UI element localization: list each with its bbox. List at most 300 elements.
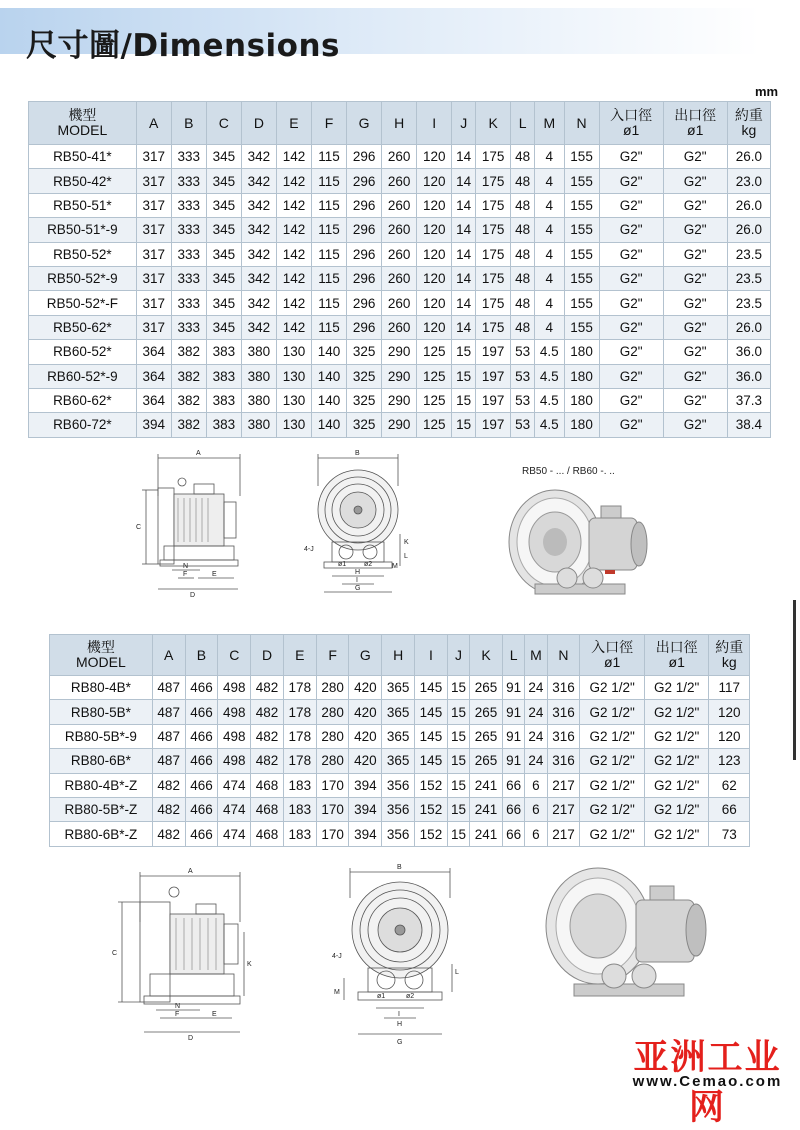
value-cell: 380	[241, 413, 276, 437]
value-cell: G2 1/2"	[644, 749, 709, 773]
column-header: B	[185, 635, 218, 676]
value-cell: 140	[312, 413, 347, 437]
value-cell: 260	[382, 315, 417, 339]
value-cell: 120	[417, 266, 452, 290]
dim-label-g: G	[397, 1039, 403, 1046]
page-edge-mark	[793, 600, 796, 760]
value-cell: 482	[251, 676, 284, 700]
column-header: M	[525, 635, 547, 676]
value-cell: 115	[312, 266, 347, 290]
value-cell: 53	[511, 364, 535, 388]
value-cell: 364	[136, 364, 171, 388]
value-cell: G2"	[663, 145, 727, 169]
value-cell: 6	[525, 822, 547, 846]
table-row	[29, 388, 771, 412]
model-cell: RB80-5B*-Z	[50, 797, 153, 821]
column-header: J	[452, 102, 476, 145]
value-cell: 333	[171, 266, 206, 290]
value-cell: 115	[312, 193, 347, 217]
value-cell: 296	[347, 291, 382, 315]
model-cell: RB60-52*-9	[29, 364, 137, 388]
value-cell: 130	[276, 340, 311, 364]
value-cell: 466	[185, 773, 218, 797]
value-cell: 91	[502, 724, 524, 748]
dim-label-g: G	[355, 585, 361, 592]
value-cell: 498	[218, 749, 251, 773]
value-cell: 36.0	[727, 364, 770, 388]
value-cell: 333	[171, 315, 206, 339]
value-cell: 217	[547, 797, 580, 821]
value-cell: 125	[417, 413, 452, 437]
value-cell: 217	[547, 773, 580, 797]
value-cell: 265	[470, 724, 503, 748]
value-cell: 120	[417, 242, 452, 266]
value-cell: 482	[251, 749, 284, 773]
value-cell: 317	[136, 169, 171, 193]
value-cell: 333	[171, 291, 206, 315]
value-cell: 14	[452, 145, 476, 169]
value-cell: 333	[171, 242, 206, 266]
value-cell: 14	[452, 218, 476, 242]
column-header: B	[171, 102, 206, 145]
value-cell: 115	[312, 169, 347, 193]
value-cell: 420	[349, 700, 382, 724]
value-cell: G2 1/2"	[644, 797, 709, 821]
dim-label-f: F	[175, 1011, 180, 1018]
value-cell: 23.5	[727, 242, 770, 266]
value-cell: 260	[382, 169, 417, 193]
rb80-front-view-drawing	[330, 858, 470, 1048]
value-cell: 474	[218, 822, 251, 846]
value-cell: 498	[218, 724, 251, 748]
value-cell: 155	[564, 145, 599, 169]
value-cell: 180	[564, 340, 599, 364]
value-cell: 23.0	[727, 169, 770, 193]
value-cell: G2 1/2"	[580, 822, 645, 846]
column-header: G	[347, 102, 382, 145]
value-cell: 142	[276, 242, 311, 266]
value-cell: 175	[476, 145, 511, 169]
value-cell: 382	[171, 340, 206, 364]
dim-label-m: M	[392, 563, 398, 570]
table-header-row	[29, 102, 771, 145]
value-cell: 342	[241, 291, 276, 315]
dim-label-m: M	[334, 989, 340, 996]
value-cell: 474	[218, 773, 251, 797]
value-cell: 468	[251, 797, 284, 821]
model-cell: RB80-4B*	[50, 676, 153, 700]
column-header: H	[382, 102, 417, 145]
value-cell: G2"	[599, 291, 663, 315]
value-cell: 498	[218, 676, 251, 700]
value-cell: 142	[276, 266, 311, 290]
value-cell: 48	[511, 266, 535, 290]
value-cell: 345	[206, 145, 241, 169]
value-cell: 317	[136, 218, 171, 242]
value-cell: 155	[564, 291, 599, 315]
value-cell: 280	[316, 724, 349, 748]
value-cell: 175	[476, 315, 511, 339]
value-cell: 364	[136, 340, 171, 364]
value-cell: 180	[564, 388, 599, 412]
value-cell: 142	[276, 145, 311, 169]
rb80-side-view-drawing	[100, 862, 260, 1042]
value-cell: 178	[283, 749, 316, 773]
value-cell: G2"	[599, 266, 663, 290]
value-cell: 4	[535, 145, 564, 169]
value-cell: 180	[564, 413, 599, 437]
value-cell: 4	[535, 291, 564, 315]
dim-label-4j: 4-J	[304, 546, 314, 553]
value-cell: 197	[476, 388, 511, 412]
value-cell: 365	[382, 700, 415, 724]
value-cell: 468	[251, 822, 284, 846]
column-header: C	[206, 102, 241, 145]
dim-label-f: F	[183, 571, 188, 578]
value-cell: 482	[251, 724, 284, 748]
value-cell: 15	[452, 413, 476, 437]
value-cell: 317	[136, 315, 171, 339]
table-row	[29, 315, 771, 339]
value-cell: 155	[564, 193, 599, 217]
value-cell: G2"	[663, 388, 727, 412]
value-cell: 170	[316, 822, 349, 846]
dim-label-k: K	[247, 961, 252, 968]
value-cell: 290	[382, 364, 417, 388]
value-cell: 260	[382, 145, 417, 169]
column-header: 入口徑 ø1	[599, 102, 663, 145]
value-cell: 4	[535, 242, 564, 266]
column-header: K	[476, 102, 511, 145]
value-cell: 333	[171, 193, 206, 217]
value-cell: 140	[312, 340, 347, 364]
value-cell: 24	[525, 676, 547, 700]
column-header: G	[349, 635, 382, 676]
column-header: A	[152, 635, 185, 676]
value-cell: 4	[535, 169, 564, 193]
table-row	[50, 822, 750, 846]
value-cell: 140	[312, 388, 347, 412]
value-cell: 317	[136, 193, 171, 217]
value-cell: G2 1/2"	[644, 773, 709, 797]
column-header: 約重 kg	[727, 102, 770, 145]
value-cell: 342	[241, 193, 276, 217]
value-cell: G2"	[663, 413, 727, 437]
column-header: H	[382, 635, 415, 676]
value-cell: 123	[709, 749, 750, 773]
value-cell: 66	[709, 797, 750, 821]
model-cell: RB50-52*-F	[29, 291, 137, 315]
value-cell: 26.0	[727, 218, 770, 242]
column-header: J	[447, 635, 469, 676]
value-cell: 178	[283, 676, 316, 700]
value-cell: 183	[283, 773, 316, 797]
value-cell: 15	[447, 822, 469, 846]
value-cell: 48	[511, 242, 535, 266]
table-row	[29, 413, 771, 437]
model-cell: RB50-42*	[29, 169, 137, 193]
value-cell: 142	[276, 218, 311, 242]
value-cell: 175	[476, 266, 511, 290]
table-row	[29, 218, 771, 242]
value-cell: 6	[525, 773, 547, 797]
column-header: A	[136, 102, 171, 145]
value-cell: 15	[447, 676, 469, 700]
value-cell: 317	[136, 266, 171, 290]
value-cell: 420	[349, 749, 382, 773]
column-header: I	[417, 102, 452, 145]
value-cell: 24	[525, 700, 547, 724]
value-cell: G2"	[599, 413, 663, 437]
column-header: E	[283, 635, 316, 676]
column-header: 出口徑 ø1	[644, 635, 709, 676]
value-cell: 14	[452, 169, 476, 193]
value-cell: 466	[185, 749, 218, 773]
value-cell: 382	[171, 388, 206, 412]
rb50-blower-photo	[505, 478, 655, 608]
value-cell: 260	[382, 291, 417, 315]
value-cell: 487	[152, 676, 185, 700]
value-cell: 325	[347, 388, 382, 412]
value-cell: 342	[241, 242, 276, 266]
table-row	[50, 676, 750, 700]
value-cell: 468	[251, 773, 284, 797]
watermark-cn: 亚洲工业网	[633, 1038, 782, 1128]
value-cell: 345	[206, 266, 241, 290]
value-cell: 91	[502, 700, 524, 724]
value-cell: 6	[525, 797, 547, 821]
value-cell: 260	[382, 242, 417, 266]
value-cell: 125	[417, 364, 452, 388]
value-cell: 14	[452, 315, 476, 339]
value-cell: 62	[709, 773, 750, 797]
dim-label-e: E	[212, 1011, 217, 1018]
value-cell: 382	[171, 364, 206, 388]
value-cell: G2"	[599, 169, 663, 193]
value-cell: 145	[415, 749, 448, 773]
value-cell: 53	[511, 413, 535, 437]
value-cell: 466	[185, 676, 218, 700]
dim-label-b: B	[355, 450, 360, 457]
value-cell: G2 1/2"	[580, 700, 645, 724]
value-cell: 175	[476, 193, 511, 217]
value-cell: 241	[470, 773, 503, 797]
dim-label-c: C	[112, 950, 118, 957]
value-cell: 120	[417, 193, 452, 217]
value-cell: 356	[382, 773, 415, 797]
column-header: 機型 MODEL	[50, 635, 153, 676]
value-cell: 66	[502, 773, 524, 797]
dim-label-h: H	[355, 569, 361, 576]
value-cell: G2"	[599, 193, 663, 217]
value-cell: 394	[349, 797, 382, 821]
value-cell: 383	[206, 340, 241, 364]
value-cell: 4.5	[535, 413, 564, 437]
table-row	[29, 169, 771, 193]
value-cell: 4	[535, 218, 564, 242]
value-cell: 296	[347, 242, 382, 266]
value-cell: 394	[349, 822, 382, 846]
column-header: L	[511, 102, 535, 145]
model-cell: RB80-6B*	[50, 749, 153, 773]
value-cell: 142	[276, 291, 311, 315]
value-cell: 280	[316, 676, 349, 700]
value-cell: 482	[152, 797, 185, 821]
table-row	[29, 193, 771, 217]
value-cell: G2"	[663, 291, 727, 315]
value-cell: 325	[347, 413, 382, 437]
table-row	[50, 724, 750, 748]
model-cell: RB50-52*	[29, 242, 137, 266]
value-cell: 175	[476, 218, 511, 242]
dim-label-e: E	[212, 571, 217, 578]
dim-label-phi2: ø2	[364, 561, 373, 568]
value-cell: 4.5	[535, 364, 564, 388]
column-header: 入口徑 ø1	[580, 635, 645, 676]
value-cell: G2"	[599, 364, 663, 388]
value-cell: 120	[709, 724, 750, 748]
table-row	[50, 773, 750, 797]
model-cell: RB60-52*	[29, 340, 137, 364]
value-cell: 66	[502, 797, 524, 821]
value-cell: 466	[185, 822, 218, 846]
dim-label-phi1: ø1	[338, 561, 347, 568]
value-cell: 120	[417, 315, 452, 339]
model-cell: RB50-52*-9	[29, 266, 137, 290]
dim-label-c: C	[136, 524, 142, 531]
column-header: C	[218, 635, 251, 676]
value-cell: 296	[347, 193, 382, 217]
value-cell: 120	[417, 145, 452, 169]
value-cell: 15	[452, 340, 476, 364]
value-cell: 342	[241, 145, 276, 169]
value-cell: 265	[470, 676, 503, 700]
rb50-side-view-drawing	[128, 446, 250, 598]
value-cell: 142	[276, 193, 311, 217]
dim-label-a: A	[188, 868, 193, 875]
value-cell: 15	[447, 724, 469, 748]
value-cell: 487	[152, 724, 185, 748]
value-cell: 145	[415, 700, 448, 724]
value-cell: 296	[347, 169, 382, 193]
value-cell: 4	[535, 193, 564, 217]
value-cell: G2"	[599, 315, 663, 339]
column-header: E	[276, 102, 311, 145]
value-cell: G2 1/2"	[644, 822, 709, 846]
value-cell: 356	[382, 822, 415, 846]
table-row	[50, 700, 750, 724]
value-cell: 115	[312, 145, 347, 169]
model-cell: RB80-5B*-9	[50, 724, 153, 748]
unit-label: mm	[755, 84, 779, 99]
column-header: 出口徑 ø1	[663, 102, 727, 145]
dim-label-l: L	[455, 969, 459, 976]
value-cell: G2 1/2"	[580, 676, 645, 700]
value-cell: G2"	[663, 193, 727, 217]
value-cell: 4	[535, 315, 564, 339]
table-row	[50, 797, 750, 821]
value-cell: 260	[382, 193, 417, 217]
value-cell: 4	[535, 266, 564, 290]
value-cell: 15	[447, 773, 469, 797]
value-cell: 345	[206, 218, 241, 242]
value-cell: 4.5	[535, 340, 564, 364]
value-cell: 142	[276, 169, 311, 193]
title-bar	[0, 8, 760, 64]
value-cell: 420	[349, 676, 382, 700]
value-cell: 15	[447, 700, 469, 724]
table-row	[29, 291, 771, 315]
value-cell: 317	[136, 145, 171, 169]
value-cell: 130	[276, 364, 311, 388]
value-cell: 317	[136, 242, 171, 266]
value-cell: 345	[206, 169, 241, 193]
value-cell: 15	[452, 388, 476, 412]
value-cell: 380	[241, 364, 276, 388]
column-header: I	[415, 635, 448, 676]
value-cell: 333	[171, 169, 206, 193]
column-header: 機型 MODEL	[29, 102, 137, 145]
value-cell: 178	[283, 724, 316, 748]
dim-label-l: L	[404, 553, 408, 560]
value-cell: 356	[382, 797, 415, 821]
value-cell: 345	[206, 193, 241, 217]
value-cell: 23.5	[727, 291, 770, 315]
model-cell: RB60-62*	[29, 388, 137, 412]
value-cell: 487	[152, 749, 185, 773]
value-cell: 152	[415, 797, 448, 821]
value-cell: 296	[347, 266, 382, 290]
model-cell: RB80-4B*-Z	[50, 773, 153, 797]
value-cell: 290	[382, 413, 417, 437]
value-cell: 130	[276, 388, 311, 412]
value-cell: 265	[470, 749, 503, 773]
value-cell: 197	[476, 340, 511, 364]
value-cell: 380	[241, 388, 276, 412]
value-cell: 155	[564, 315, 599, 339]
column-header: 約重 kg	[709, 635, 750, 676]
value-cell: 380	[241, 340, 276, 364]
column-header: N	[564, 102, 599, 145]
table-row	[50, 749, 750, 773]
value-cell: 170	[316, 773, 349, 797]
value-cell: 155	[564, 266, 599, 290]
value-cell: 15	[447, 749, 469, 773]
value-cell: 73	[709, 822, 750, 846]
value-cell: G2"	[663, 266, 727, 290]
value-cell: 345	[206, 291, 241, 315]
rb80-blower-photo	[540, 856, 720, 1016]
value-cell: 333	[171, 218, 206, 242]
value-cell: 53	[511, 340, 535, 364]
value-cell: 66	[502, 822, 524, 846]
value-cell: 296	[347, 145, 382, 169]
value-cell: G2"	[599, 340, 663, 364]
value-cell: 15	[447, 797, 469, 821]
value-cell: 26.0	[727, 145, 770, 169]
value-cell: 26.0	[727, 315, 770, 339]
table-row	[29, 242, 771, 266]
value-cell: 498	[218, 700, 251, 724]
value-cell: 91	[502, 676, 524, 700]
model-cell: RB50-41*	[29, 145, 137, 169]
value-cell: 155	[564, 242, 599, 266]
value-cell: 183	[283, 822, 316, 846]
value-cell: 345	[206, 315, 241, 339]
dim-label-i: I	[356, 577, 358, 584]
value-cell: 241	[470, 797, 503, 821]
value-cell: 383	[206, 364, 241, 388]
